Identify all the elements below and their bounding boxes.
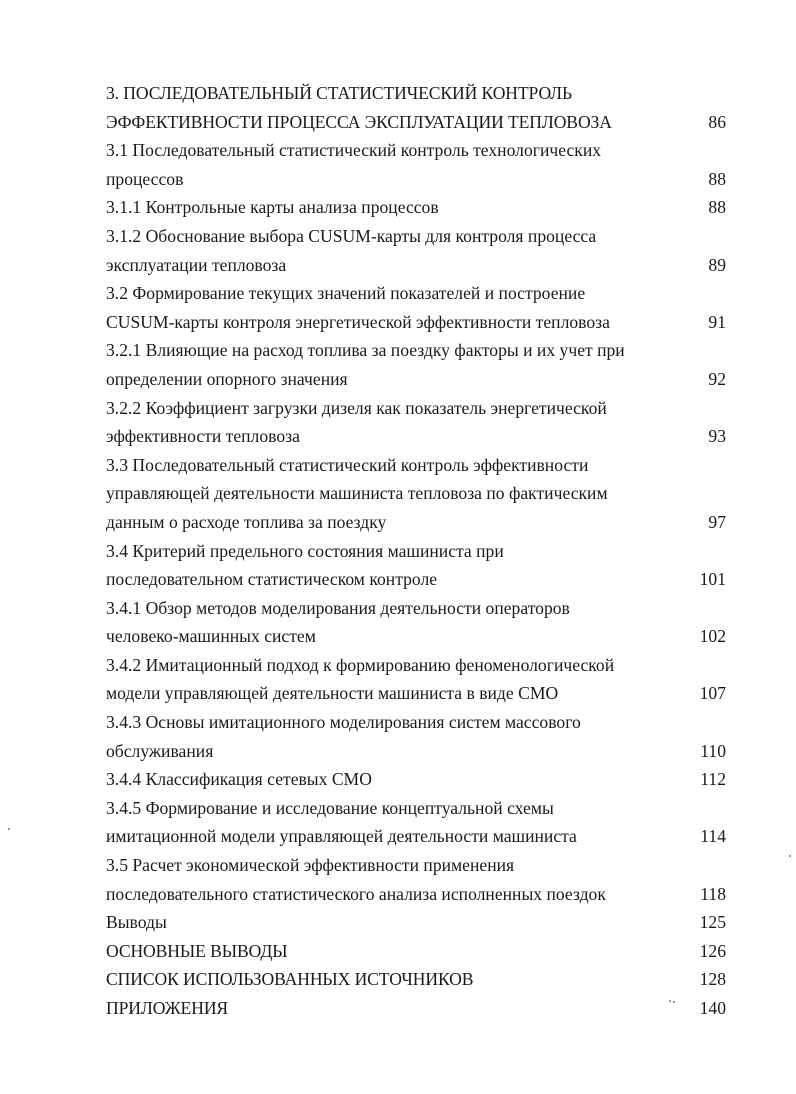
- toc-entry-page-number: 102: [699, 626, 726, 647]
- toc-entry-line: [106, 651, 726, 680]
- toc-entry-page-number: 101: [699, 569, 726, 590]
- toc-entry-title: 3. ПОСЛЕДОВАТЕЛЬНЫЙ СТАТИСТИЧЕСКИЙ КОНТРОЛЬ: [106, 83, 573, 103]
- toc-entry-title: ПРИЛОЖЕНИЯ: [106, 998, 229, 1018]
- toc-entry-title: человеко-машинных систем: [106, 626, 316, 647]
- toc-entry-title: определении опорного значения: [106, 368, 348, 389]
- toc-entry-page-number: 128: [699, 969, 726, 990]
- toc-entry-title: эксплуатации тепловоза: [106, 254, 287, 275]
- toc-entry-title: 3.2.2 Коэффициент загрузки дизеля как показатель энергетической: [106, 397, 607, 418]
- toc-entry: [106, 79, 726, 136]
- toc-entry-page-number: 110: [700, 740, 726, 761]
- toc-entry-page-number: 88: [708, 168, 726, 189]
- toc-entry-title: 3.4.2 Имитационный подход к формированию феноменологической: [106, 654, 615, 675]
- toc-entry: [106, 394, 726, 451]
- toc-entry-title: 3.4.4 Классификация сетевых СМО: [106, 769, 372, 790]
- toc-entry-line: [106, 136, 726, 165]
- toc-entry-line: [106, 394, 726, 423]
- toc-entry: [106, 965, 726, 994]
- toc-entry-title: 3.4 Критерий предельного состояния машиниста при: [106, 540, 504, 561]
- toc-entry-page-number: 91: [708, 311, 726, 332]
- toc-entry-line: [106, 994, 726, 1023]
- toc-entry-title: процессов: [106, 168, 184, 189]
- toc-entry-line: [106, 422, 726, 451]
- toc-entry-title: СПИСОК ИСПОЛЬЗОВАННЫХ ИСТОЧНИКОВ: [106, 969, 474, 990]
- toc-entry-title: 3.3 Последовательный статистический контроль эффективности: [106, 454, 589, 475]
- toc-entry-page-number: 112: [700, 769, 726, 790]
- toc-entry-line: [106, 565, 726, 594]
- toc-entry-line: [106, 880, 726, 909]
- toc-entry: [106, 594, 726, 651]
- toc-entry-line: [106, 108, 726, 137]
- toc-entry-line: [106, 794, 726, 823]
- toc-entry-line: [106, 708, 726, 737]
- toc-entry-title: 3.5 Расчет экономической эффективности применения: [106, 855, 515, 876]
- toc-entry-title: 3.2 Формирование текущих значений показателей и построение: [106, 283, 586, 304]
- toc-entry-title: эффективности тепловоза: [106, 426, 300, 447]
- toc-entry-title: 3.1.2 Обоснование выбора CUSUM-карты для контроля процесса: [106, 225, 597, 246]
- toc-entry-title: CUSUM-карты контроля энергетической эффективности тепловоза: [106, 311, 610, 332]
- toc-entry-line: [106, 222, 726, 251]
- toc-entry: [106, 193, 726, 222]
- toc-entry-page-number: 118: [700, 883, 726, 904]
- toc-entry-title: 3.4.5 Формирование и исследование концептуальной схемы: [106, 797, 554, 818]
- toc-entry-page-number: 86: [708, 111, 726, 132]
- scan-speck: [669, 1000, 671, 1002]
- toc-entry-title: последовательного статистического анализа исполненных поездок: [106, 883, 606, 904]
- toc-entry: [106, 937, 726, 966]
- toc-entry-page-number: 107: [699, 683, 726, 704]
- toc-entry-page-number: 92: [708, 368, 726, 389]
- toc-entry-page-number: 114: [700, 826, 726, 847]
- toc-entry-title: 3.2.1 Влияющие на расход топлива за поездку факторы и их учет при: [106, 340, 625, 361]
- toc-entry-page-number: 89: [708, 254, 726, 275]
- toc-entry-line: [106, 737, 726, 766]
- toc-entry-title: обслуживания: [106, 740, 214, 761]
- toc-entry-title: 3.1.1 Контрольные карты анализа процессов: [106, 197, 439, 218]
- table-of-contents: [106, 79, 726, 1023]
- toc-entry-line: [106, 165, 726, 194]
- toc-entry-title: ОСНОВНЫЕ ВЫВОДЫ: [106, 940, 288, 961]
- toc-entry-line: [106, 193, 726, 222]
- toc-entry: [106, 279, 726, 336]
- toc-entry-page-number: 125: [699, 912, 726, 933]
- toc-entry-line: [106, 365, 726, 394]
- toc-entry-page-number: 88: [708, 197, 726, 218]
- toc-entry-line: [106, 479, 726, 508]
- toc-entry: [106, 537, 726, 594]
- toc-entry-line: [106, 336, 726, 365]
- toc-entry: [106, 851, 726, 908]
- scan-speck: [673, 1001, 675, 1003]
- toc-entry-page-number: 126: [699, 940, 726, 961]
- toc-entry: [106, 336, 726, 393]
- toc-entry: [106, 451, 726, 537]
- toc-entry: [106, 136, 726, 193]
- toc-entry-title: имитационной модели управляющей деятельности машиниста: [106, 826, 577, 847]
- toc-entry-line: [106, 537, 726, 566]
- toc-entry: [106, 994, 726, 1023]
- toc-entry-line: [106, 594, 726, 623]
- toc-entry: [106, 908, 726, 937]
- toc-entry-line: [106, 451, 726, 480]
- toc-entry-line: [106, 308, 726, 337]
- toc-entry-title: управляющей деятельности машиниста тепловоза по фактическим: [106, 483, 608, 504]
- toc-entry: [106, 651, 726, 708]
- toc-entry-line: [106, 851, 726, 880]
- toc-entry-line: [106, 622, 726, 651]
- toc-entry-line: [106, 937, 726, 966]
- toc-entry-title: модели управляющей деятельности машиниста в виде СМО: [106, 683, 559, 704]
- toc-entry-title: последовательном статистическом контроле: [106, 569, 438, 590]
- toc-entry: [106, 794, 726, 851]
- toc-entry-line: [106, 965, 726, 994]
- toc-entry-line: [106, 765, 726, 794]
- scan-speck: [789, 855, 791, 857]
- scan-speck: [8, 828, 10, 830]
- toc-entry-page-number: 93: [708, 426, 726, 447]
- toc-entry-title: 3.1 Последовательный статистический контроль технологических: [106, 140, 602, 161]
- toc-entry-title: Выводы: [106, 912, 167, 933]
- toc-entry-title: 3.4.1 Обзор методов моделирования деятельности операторов: [106, 597, 570, 618]
- toc-entry-line: [106, 822, 726, 851]
- toc-entry-page-number: 97: [708, 511, 726, 532]
- toc-entry-line: [106, 508, 726, 537]
- toc-entry-line: [106, 279, 726, 308]
- toc-entry-line: [106, 679, 726, 708]
- toc-entry-line: [106, 251, 726, 280]
- toc-entry: [106, 708, 726, 765]
- toc-entry-title: ЭФФЕКТИВНОСТИ ПРОЦЕССА ЭКСПЛУАТАЦИИ ТЕПЛОВОЗА: [106, 111, 612, 132]
- toc-entry: [106, 765, 726, 794]
- toc-entry-title: 3.4.3 Основы имитационного моделирования систем массового: [106, 712, 581, 733]
- toc-entry-line: [106, 908, 726, 937]
- toc-entry: [106, 222, 726, 279]
- toc-entry-title: данным о расходе топлива за поездку: [106, 511, 387, 532]
- toc-entry-page-number: 140: [699, 998, 726, 1018]
- toc-entry-line: [106, 79, 726, 108]
